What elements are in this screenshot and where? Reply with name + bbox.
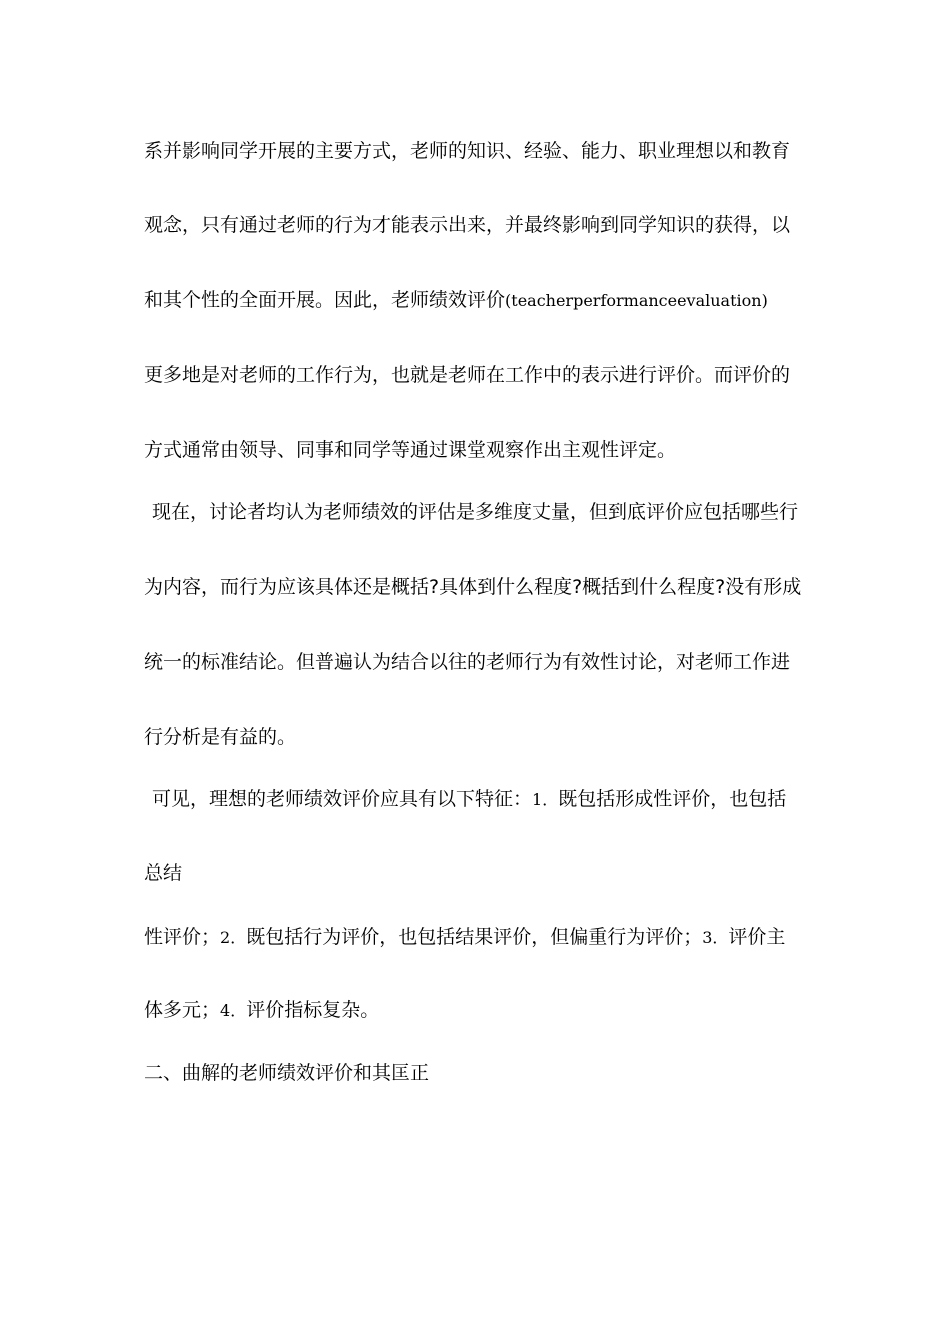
paragraph-line bbox=[144, 860, 182, 886]
line-text: 评价指标复杂。 bbox=[246, 999, 380, 1021]
line-text: 观念，只有通过老师的行为才能表示出来，并最终影响到同学知识的获得，以 bbox=[144, 214, 791, 236]
paragraph-line bbox=[144, 997, 379, 1024]
line-text: 体多元； bbox=[144, 999, 221, 1021]
section-heading bbox=[144, 1060, 429, 1086]
list-number: 1． bbox=[532, 790, 559, 809]
line-text: 方式通常由领导、同事和同学等通过课堂观察作出主观性评定。 bbox=[144, 439, 677, 461]
line-text: 和其个性的全面开展。因此，老师绩效评价 bbox=[144, 289, 506, 311]
line-text: 可见，理想的老师绩效评价应具有以下特征： bbox=[152, 788, 533, 810]
line-text: 既包括行为评价，也包括结果评价，但偏重行为评价； bbox=[246, 926, 703, 948]
line-text: 行分析是有益的。 bbox=[144, 726, 297, 748]
line-text: 系并影响同学开展的主要方式，老师的知识、经验、能力、职业理想以和教育 bbox=[144, 140, 791, 162]
paragraph-line bbox=[144, 924, 785, 951]
paragraph-line bbox=[152, 499, 798, 525]
line-text: 总结 bbox=[144, 862, 183, 884]
line-text: 现在，讨论者均认为老师绩效的评估是多维度丈量，但到底评价应包括哪些行 bbox=[152, 501, 799, 523]
line-text: 评价主 bbox=[728, 926, 786, 948]
paragraph-line bbox=[144, 287, 768, 314]
line-text: 更多地是对老师的工作行为，也就是老师在工作中的表示进行评价。而评价的 bbox=[144, 364, 791, 386]
paragraph-line bbox=[144, 362, 790, 388]
line-text: 为内容，而行为应该具体还是概括?具体到什么程度?概括到什么程度?没有形成 bbox=[144, 576, 802, 598]
line-text: 性评价； bbox=[144, 926, 221, 948]
line-text: 统一的标准结论。但普遍认为结合以往的老师行为有效性讨论，对老师工作进 bbox=[144, 651, 791, 673]
list-number: 2． bbox=[220, 928, 247, 947]
line-text: 既包括形成性评价，也包括 bbox=[558, 788, 787, 810]
paragraph-line bbox=[144, 212, 790, 238]
heading-text: 二、曲解的老师绩效评价和其匡正 bbox=[144, 1062, 430, 1084]
paragraph-line bbox=[144, 437, 676, 463]
list-number: 4． bbox=[220, 1001, 247, 1020]
english-term: (teacherperformanceevaluation) bbox=[505, 291, 768, 310]
paragraph-line bbox=[144, 649, 790, 675]
paragraph-line bbox=[144, 138, 790, 164]
list-number: 3． bbox=[702, 928, 729, 947]
paragraph-line bbox=[144, 574, 801, 600]
paragraph-line bbox=[144, 724, 296, 750]
paragraph-line bbox=[152, 786, 786, 813]
